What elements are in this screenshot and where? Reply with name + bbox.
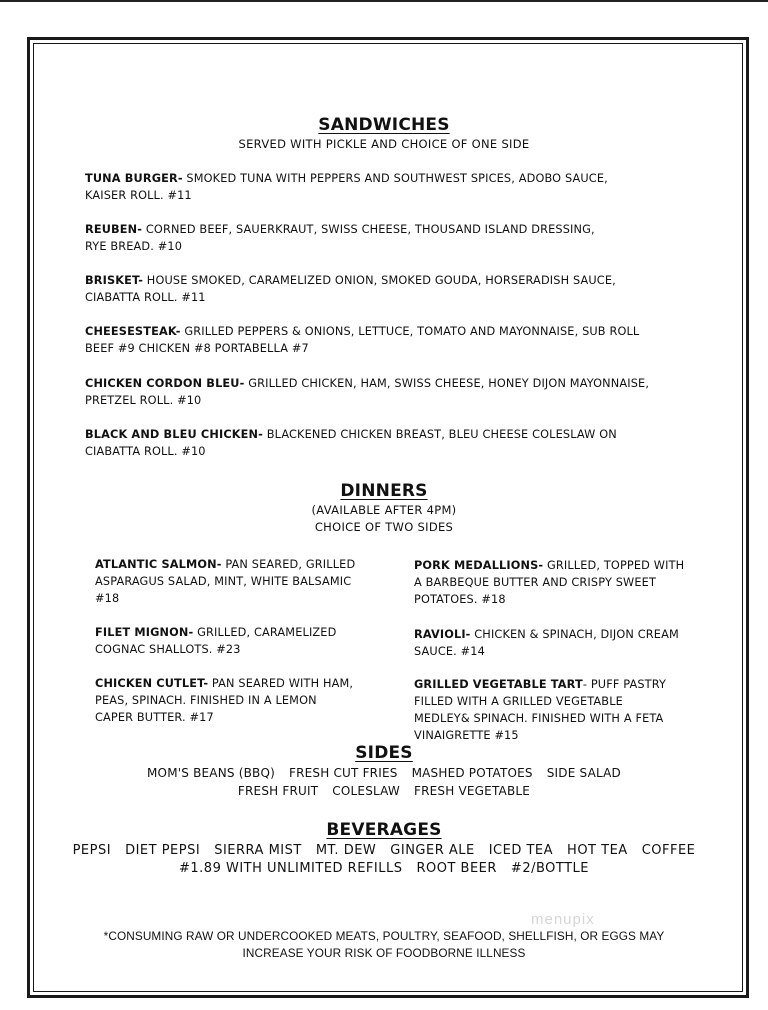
side-item: FRESH CUT FRIES (289, 766, 398, 780)
beverages-row-2 (0, 861, 768, 876)
item-desc-2: COGNAC SHALLOTS. #23 (95, 643, 241, 656)
item-desc: GRILLED, CARAMELIZED (193, 626, 337, 639)
dinner-item-pork-medallions (414, 557, 684, 608)
item-desc: CHICKEN & SPINACH, DIJON CREAM (470, 628, 679, 641)
sandwich-item-reuben (85, 221, 595, 255)
item-desc-3: POTATOES. #18 (414, 593, 506, 606)
item-desc: HOUSE SMOKED, CARAMELIZED ONION, SMOKED GOUDA, HORSERADISH SAUCE, (143, 274, 616, 287)
beverages-row-1 (0, 843, 768, 858)
side-item: FRESH FRUIT (237, 784, 319, 798)
beverage-item: DIET PEPSI (125, 843, 201, 858)
item-desc: GRILLED CHICKEN, HAM, SWISS CHEESE, HONEY DIJON MAYONNAISE, (244, 377, 650, 390)
side-item: COLESLAW (332, 784, 400, 798)
top-border-line (0, 0, 768, 2)
item-desc: PAN SEARED WITH HAM, (208, 677, 354, 690)
sandwich-item-cheesesteak (85, 323, 639, 357)
item-name: GRILLED VEGETABLE TART (414, 678, 583, 691)
side-item: MOM'S BEANS (BBQ) (147, 766, 275, 780)
beverage-item: HOT TEA (567, 843, 628, 858)
food-safety-disclaimer (0, 928, 768, 962)
item-desc-2: ASPARAGUS SALAD, MINT, WHITE BALSAMIC (95, 575, 352, 588)
side-item: FRESH VEGETABLE (414, 784, 531, 798)
beverage-item: SIERRA MIST (214, 843, 302, 858)
item-name: RAVIOLI- (414, 628, 471, 641)
sandwich-item-black-and-bleu-chicken (85, 426, 617, 460)
item-desc-4: VINAIGRETTE #15 (414, 729, 519, 742)
beverage-item: MT. DEW (315, 843, 377, 858)
item-name: REUBEN- (85, 223, 143, 236)
menupix-watermark: menupix (531, 911, 595, 928)
item-name: BLACK AND BLEU CHICKEN- (85, 428, 263, 441)
beverage-item: GINGER ALE (390, 843, 475, 858)
dinners-subtitle-availability: (AVAILABLE AFTER 4PM) (311, 503, 457, 517)
beverage-item: ICED TEA (488, 843, 554, 858)
beverage-item: ROOT BEER (416, 861, 497, 876)
beverages-title: BEVERAGES (326, 820, 442, 840)
item-name: CHICKEN CORDON BLEU- (85, 377, 245, 390)
item-desc-2: KAISER ROLL. #11 (85, 189, 192, 202)
item-desc-2: PEAS, SPINACH. FINISHED IN A LEMON (95, 694, 317, 707)
item-desc: PAN SEARED, GRILLED (221, 558, 356, 571)
sandwiches-subtitle: SERVED WITH PICKLE AND CHOICE OF ONE SIDE (238, 137, 530, 151)
item-desc: GRILLED, TOPPED WITH (543, 559, 685, 572)
dinner-item-grilled-vegetable-tart (414, 676, 666, 744)
item-desc-2: BEEF #9 CHICKEN #8 PORTABELLA #7 (85, 342, 309, 355)
item-desc-2: RYE BREAD. #10 (85, 240, 183, 253)
disclaimer-line-1: *CONSUMING RAW OR UNDERCOOKED MEATS, POULTRY, SEAFOOD, SHELLFISH, OR EGGS MAY (103, 929, 665, 943)
item-name: FILET MIGNON- (95, 626, 194, 639)
dinners-subtitle-sides: CHOICE OF TWO SIDES (314, 520, 454, 534)
item-desc-2: CIABATTA ROLL. #11 (85, 291, 206, 304)
side-item: SIDE SALAD (546, 766, 621, 780)
item-desc-3: MEDLEY& SPINACH. FINISHED WITH A FETA (414, 712, 664, 725)
item-name: ATLANTIC SALMON- (95, 558, 222, 571)
dinners-title: DINNERS (340, 481, 428, 501)
sides-row-1 (0, 766, 768, 780)
item-desc-2: FILLED WITH A GRILLED VEGETABLE (414, 695, 623, 708)
item-desc-2: SAUCE. #14 (414, 645, 485, 658)
sandwich-item-brisket (85, 272, 616, 306)
beverage-price: #1.89 WITH UNLIMITED REFILLS (179, 861, 403, 876)
sandwich-item-tuna-burger (85, 170, 608, 204)
item-desc: GRILLED PEPPERS & ONIONS, LETTUCE, TOMATO AND MAYONNAISE, SUB ROLL (180, 325, 640, 338)
item-desc: - PUFF PASTRY (582, 678, 667, 691)
beverage-item: COFFEE (641, 843, 696, 858)
beverage-price: #2/BOTTLE (510, 861, 589, 876)
beverage-item: PEPSI (72, 843, 112, 858)
item-name: PORK MEDALLIONS- (414, 559, 544, 572)
dinner-item-chicken-cutlet (95, 675, 353, 726)
dinner-item-filet-mignon (95, 624, 336, 658)
sandwich-item-chicken-cordon-bleu (85, 375, 649, 409)
sandwiches-title: SANDWICHES (318, 115, 450, 135)
disclaimer-line-2: INCREASE YOUR RISK OF FOODBORNE ILLNESS (242, 946, 526, 960)
dinner-item-ravioli (414, 626, 679, 660)
item-name: TUNA BURGER- (85, 172, 183, 185)
item-desc-3: #18 (95, 592, 120, 605)
side-item: MASHED POTATOES (411, 766, 533, 780)
item-desc: BLACKENED CHICKEN BREAST, BLEU CHEESE COLESLAW ON (262, 428, 617, 441)
item-desc: SMOKED TUNA WITH PEPPERS AND SOUTHWEST SPICES, ADOBO SAUCE, (182, 172, 608, 185)
sides-row-2 (0, 784, 768, 798)
item-desc-2: A BARBEQUE BUTTER AND CRISPY SWEET (414, 576, 657, 589)
sides-title: SIDES (355, 743, 413, 763)
item-desc: CORNED BEEF, SAUERKRAUT, SWISS CHEESE, THOUSAND ISLAND DRESSING, (142, 223, 595, 236)
item-desc-3: CAPER BUTTER. #17 (95, 711, 214, 724)
item-name: CHICKEN CUTLET- (95, 677, 209, 690)
dinner-item-atlantic-salmon (95, 556, 355, 607)
item-name: CHEESESTEAK- (85, 325, 181, 338)
item-name: BRISKET- (85, 274, 144, 287)
item-desc-2: PRETZEL ROLL. #10 (85, 394, 202, 407)
item-desc-2: CIABATTA ROLL. #10 (85, 445, 206, 458)
